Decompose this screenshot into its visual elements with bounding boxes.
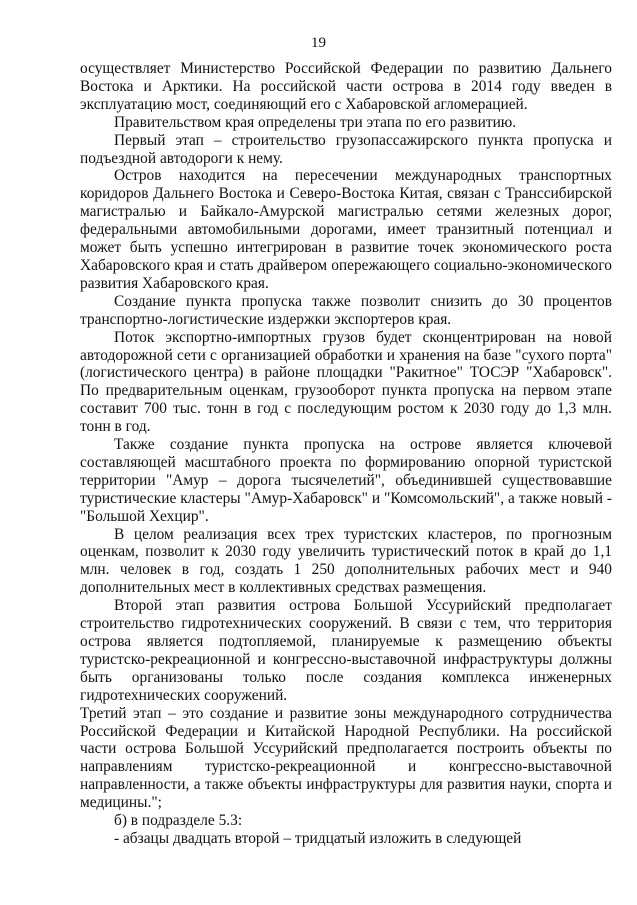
document-body: [80, 60, 612, 848]
paragraph: б) в подразделе 5.3:: [114, 812, 243, 830]
paragraph: Первый этап – строительство грузопассажирского пункта пропуска и подъездной автодороги к нему.: [80, 131, 612, 167]
paragraph: Правительством края определены три этапа по его развитию.: [114, 113, 517, 131]
paragraph: Поток экспортно-импортных грузов будет сконцентрирован на новой автодорожной сети с организацией обработки и хранения на базе "сухого порта" (логистического центра) в районе площадки "Ракитное" ТОСЭР "Хабаровск". По предварительным оценкам, грузооборот пункта пропуска на первом этапе составит 700 тыс. тонн в год с последующим ростом к 2030 году до 1,3 млн. тонн в год.: [80, 328, 612, 436]
paragraph: В целом реализация всех трех туристских кластеров, по прогнозным оценкам, позволит к 2030 году увеличить туристический поток в край до 1,1 млн. человек в год, создать 1 250 дополнительных рабочих мест и 940 дополнительных мест в коллективных средствах размещения.: [80, 525, 612, 597]
paragraph: Создание пункта пропуска также позволит снизить до 30 процентов транспортно-логистические издержки экспортеров края.: [80, 292, 612, 328]
paragraph: Остров находится на пересечении международных транспортных коридоров Дальнего Востока и Северо-Востока Китая, связан с Транссибирской магистралью и Байкало-Амурской магистралью сетями железных дорог, федеральными автомобильными дорогами, имеет транзитный потенциал и может быть успешно интегрирован в развитие точек экономического роста Хабаровского края и стать драйвером опережающего социально-экономического развития Хабаровского края.: [80, 167, 612, 292]
page-number: 19: [311, 35, 326, 51]
paragraph: Второй этап развития острова Большой Уссурийский предполагает строительство гидротехнических сооружений. В связи с тем, что территория острова является подтопляемой, планируемые к размещению объекты туристско-рекреационной и конгрессно-выставочной инфраструктуры должны быть организованы только после создания комплекса инженерных гидротехнических сооружений.: [80, 597, 612, 704]
paragraph: - абзацы двадцать второй – тридцатый изложить в следующей: [114, 829, 522, 847]
paragraph: Третий этап – это создание и развитие зоны международного сотрудничества Российской Федерации и Китайской Народной Республики. На российской части острова Большой Уссурийский предполагается построить объекты по направлениям туристско-рекреационной и конгрессно-выставочной направленности, а также объекты инфраструктуры для развития науки, спорта и медицины.";: [80, 704, 612, 812]
paragraph: осуществляет Министерство Российской Федерации по развитию Дальнего Востока и Арктики. На российской части острова в 2014 году введен в эксплуатацию мост, соединяющий его с Хабаровской агломерацией.: [80, 60, 612, 113]
paragraph: Также создание пункта пропуска на острове является ключевой составляющей масштабного проекта по формированию опорной туристской территории "Амур – дорога тысячелетий", объединившей существовавшие туристические кластеры "Амур-Хабаровск" и "Комсомольский", а также новый - "Большой Хехцир".: [80, 436, 612, 525]
